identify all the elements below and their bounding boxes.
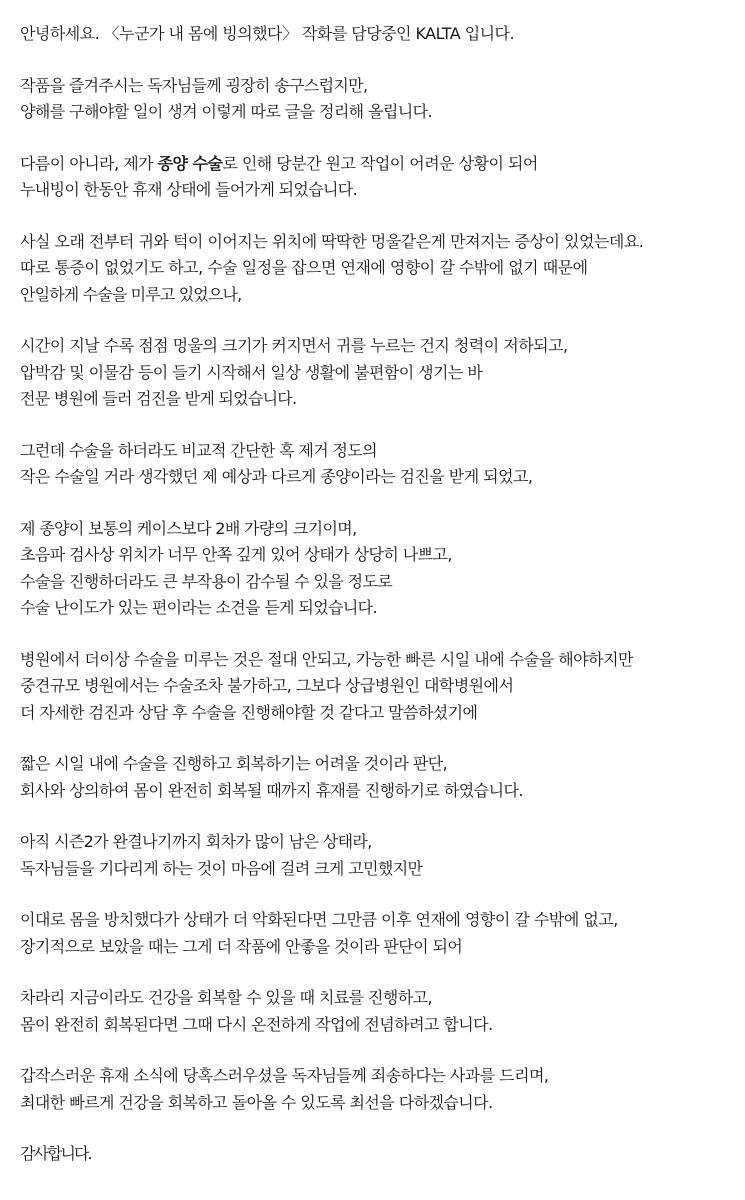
text-line: 더 자세한 검진과 상담 후 수술을 진행해야할 것 같다고 말씀하셨기에: [20, 702, 478, 722]
paragraph-recovery-plan: [20, 985, 735, 1038]
paragraph-worsening: [20, 333, 735, 413]
text-line: 사실 오래 전부터 귀와 턱이 이어지는 위치에 딱딱한 멍울같은게 만져지는 증상이 있었는데요.: [20, 231, 644, 251]
text-line: 따로 통증이 없었기도 하고, 수술 일정을 잡으면 연재에 영향이 갈 수밖에 없기 때문에: [20, 258, 588, 277]
emphasized-text: 종양 수술: [157, 153, 223, 173]
paragraph-hospital-advice: [20, 647, 735, 727]
hiatus-notice: [20, 21, 735, 1193]
paragraph-symptoms: [20, 229, 735, 309]
text-line: 제 종양이 보통의 케이스보다 2배 가량의 크기이며,: [20, 518, 357, 538]
text-line: 이대로 몸을 방치했다가 상태가 더 악화된다면 그만큼 이후 연재에 영향이 갈 수밖에 없고,: [20, 910, 618, 929]
text-line: 작은 수술일 거라 생각했던 제 예상과 다르게 종양이라는 검진을 받게 되었고,: [20, 467, 533, 486]
text-line: 회사와 상의하여 몸이 완전히 회복될 때까지 휴재를 진행하기로 하였습니다.: [20, 780, 523, 800]
text-line: 압박감 및 이물감 등이 들기 시작해서 일상 생활에 불편함이 생기는 바: [20, 362, 483, 382]
text-line: 시간이 지날 수록 점점 멍울의 크기가 커지면서 귀를 누르는 건지 청력이 저하되고,: [20, 336, 568, 355]
text-line: 초음파 검사상 위치가 너무 안쪽 깊게 있어 상태가 상당히 나쁘고,: [20, 545, 452, 564]
text-segment: 로 인해 당분간 원고 작업이 어려운 상황이 되어: [222, 153, 538, 173]
paragraph-hiatus-reason: [20, 151, 735, 204]
paragraph-greeting: [20, 21, 735, 48]
text-line: 장기적으로 보았을 때는 그게 더 작품에 안좋을 것이라 판단이 되어: [20, 936, 463, 956]
text-line: 병원에서 더이상 수술을 미루는 것은 절대 안되고, 가능한 빠른 시일 내에 수술을 해야하지만: [20, 649, 633, 669]
text-line: 안일하게 수술을 미루고 있었으나,: [20, 284, 242, 304]
text-line: 양해를 구해야할 일이 생겨 이렇게 따로 글을 정리해 올립니다.: [20, 102, 432, 121]
text-line: 누내빙이 한동안 휴재 상태에 들어가게 되었습니다.: [20, 180, 357, 199]
text-line: 중견규모 병원에서는 수술조차 불가하고, 그보다 상급병원인 대학병원에서: [20, 676, 514, 695]
text-line: 감사합니다.: [20, 1144, 91, 1163]
paragraph-apology: [20, 73, 735, 126]
paragraph-decision: [20, 751, 735, 804]
text-line: 독자님들을 기다리게 하는 것이 마음에 걸려 크게 고민했지만: [20, 858, 423, 878]
text-line: 안녕하세요. 〈누군가 내 몸에 빙의했다〉 작화를 담당중인 KALTA 입니다.: [20, 24, 515, 43]
text-line: 수술을 진행하더라도 큰 부작용이 감수될 수 있을 정도로: [20, 571, 393, 591]
paragraph-season-concern: [20, 829, 735, 882]
text-segment: 다름이 아니라, 제가: [20, 153, 158, 173]
paragraph-diagnosis: [20, 438, 735, 491]
text-line: 작품을 즐겨주시는 독자님들께 굉장히 송구스럽지만,: [20, 75, 368, 95]
text-line: 전문 병원에 들러 검진을 받게 되었습니다.: [20, 389, 297, 408]
paragraph-severity: [20, 516, 735, 622]
text-line: 최대한 빠르게 건강을 회복하고 돌아올 수 있도록 최선을 다하겠습니다.: [20, 1092, 493, 1112]
text-line: 아직 시즌2가 완결나기까지 회차가 많이 남은 상태라,: [20, 832, 372, 851]
text-line: 갑작스러운 휴재 소식에 당혹스러우셨을 독자님들께 죄송하다는 사과를 드리며,: [20, 1066, 549, 1085]
text-line: 짧은 시일 내에 수술을 진행하고 회복하기는 어려울 것이라 판단,: [20, 754, 448, 773]
paragraph-closing-apology: [20, 1063, 735, 1116]
paragraph-long-term: [20, 907, 735, 960]
text-line: 그런데 수술을 하더라도 비교적 간단한 혹 제거 정도의: [20, 440, 377, 460]
paragraph-thanks: [20, 1141, 735, 1168]
text-line: 몸이 완전히 회복된다면 그때 다시 온전하게 작업에 전념하려고 합니다.: [20, 1014, 493, 1034]
text-line: 수술 난이도가 있는 편이라는 소견을 듣게 되었습니다.: [20, 598, 377, 617]
text-line: [20, 151, 735, 178]
text-line: 차라리 지금이라도 건강을 회복할 수 있을 때 치료를 진행하고,: [20, 988, 432, 1007]
